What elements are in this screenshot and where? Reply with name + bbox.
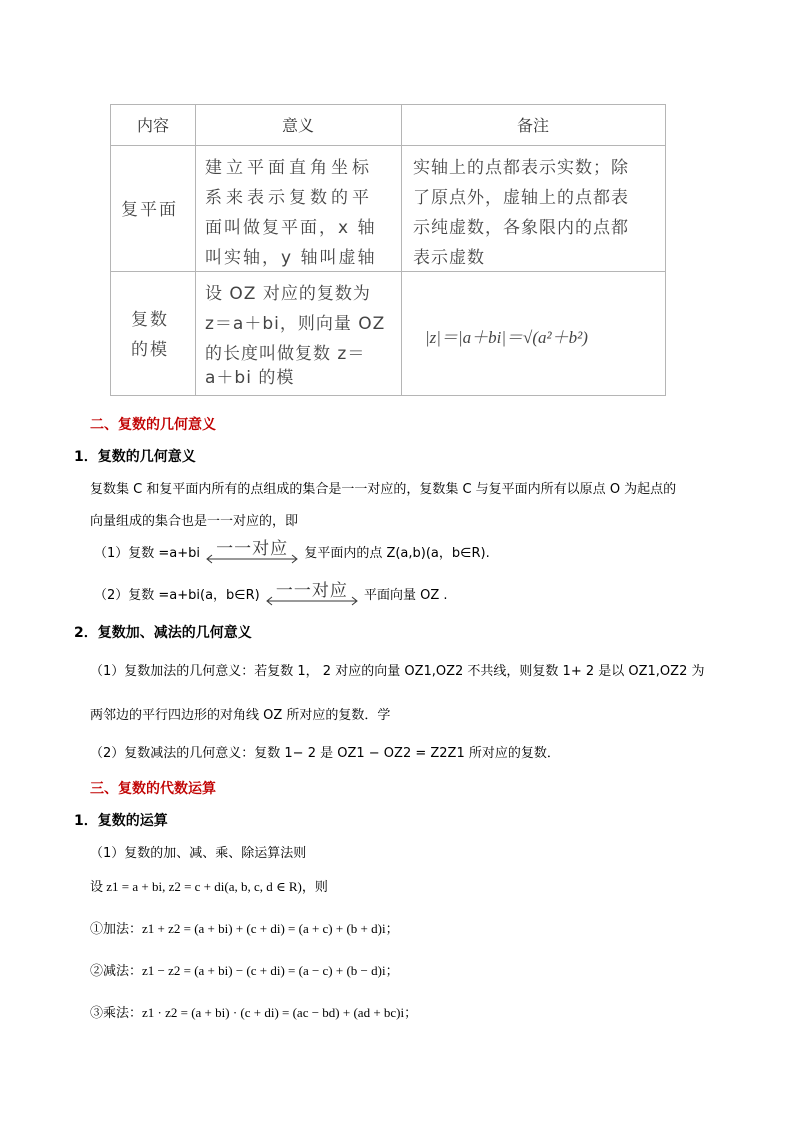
row2-meaning-line: 设 OZ 对应的复数为 <box>205 284 371 304</box>
double-arrow <box>204 538 300 564</box>
row2-meaning-line: a＋bi 的模 <box>205 368 295 388</box>
double-arrow <box>264 580 360 606</box>
section-title: 三、复数的代数运算 <box>90 781 216 797</box>
header-note: 备注 <box>516 116 549 135</box>
arrow-label: 一一对应 <box>216 538 289 559</box>
paragraph: （1）复数加法的几何意义：若复数 1， 2 对应的向量 OZ1,OZ2 不共线，则复数 1+ 2 是以 OZ1,OZ2 为 <box>90 664 705 679</box>
operation-add: ①加法：z1 + z2 = (a + bi) + (c + di) = (a + c) + (b + d)i； <box>90 921 399 936</box>
row1-meaning-line: 面叫做复平面，x 轴 <box>205 218 377 238</box>
row1-note-line: 了原点外，虚轴上的点都表 <box>413 188 629 208</box>
definition-table <box>110 104 666 396</box>
paragraph: 两邻边的平行四边形的对角线 OZ 所对应的复数．学 <box>90 708 391 723</box>
table-divider <box>111 145 665 146</box>
double-arrow-icon <box>204 554 300 564</box>
paragraph: 设 z1 = a + bi, z2 = c + di(a, b, c, d ∈ R)，则 <box>90 879 328 894</box>
mapping-text: 平面向量 OZ . <box>364 588 448 603</box>
mapping-line-2 <box>94 580 448 606</box>
modulus-formula: |z|＝|a＋bi|＝√(a²＋b²) <box>425 328 588 347</box>
subsection-title: 1．复数的运算 <box>74 813 168 829</box>
paragraph: 向量组成的集合也是一一对应的，即 <box>90 514 299 529</box>
row1-note-line: 实轴上的点都表示实数；除 <box>413 158 629 178</box>
subsection-title: 2．复数加、减法的几何意义 <box>74 625 252 641</box>
operation-subtract: ②减法：z1 − z2 = (a + bi) − (c + di) = (a − c) + (b − d)i； <box>90 963 399 978</box>
row1-meaning-line: 系来表示复数的平 <box>205 188 373 208</box>
row1-name: 复平面 <box>121 200 178 220</box>
table-divider <box>195 105 196 395</box>
header-meaning: 意义 <box>281 116 314 135</box>
paragraph: 复数集 C 和复平面内所有的点组成的集合是一一对应的，复数集 C 与复平面内所有以原点 O 为起点的 <box>90 482 677 497</box>
paragraph: （1）复数的加、减、乘、除运算法则 <box>90 846 307 861</box>
row2-name-line: 复数 <box>131 310 169 330</box>
arrow-label: 一一对应 <box>275 580 348 601</box>
row2-meaning-line: z＝a＋bi，则向量 OZ <box>205 314 386 334</box>
header-content: 内容 <box>136 116 169 135</box>
paragraph: （2）复数减法的几何意义：复数 1− 2 是 OZ1 − OZ2 = Z2Z1 所对应的复数． <box>90 746 560 761</box>
operation-multiply: ③乘法：z1 · z2 = (a + bi) · (c + di) = (ac − bd) + (ad + bc)i； <box>90 1005 418 1020</box>
subsection-title: 1．复数的几何意义 <box>74 449 196 465</box>
mapping-line-1 <box>94 538 490 564</box>
mapping-text: 复平面内的点 Z(a,b)(a，b∈R). <box>304 546 490 561</box>
mapping-text: （2）复数 =a+bi(a，b∈R) <box>94 588 260 603</box>
table-divider <box>401 105 402 395</box>
row2-name-line: 的模 <box>131 340 169 360</box>
section-title: 二、复数的几何意义 <box>90 417 216 433</box>
row1-meaning-line: 建立平面直角坐标 <box>205 158 373 178</box>
row2-meaning-line: 的长度叫做复数 z＝ <box>205 344 366 364</box>
double-arrow-icon <box>264 596 360 606</box>
table-divider <box>111 271 665 272</box>
row1-note-line: 表示虚数 <box>413 248 485 268</box>
row1-note-line: 示纯虚数，各象限内的点都 <box>413 218 629 238</box>
mapping-text: （1）复数 =a+bi <box>94 546 201 561</box>
row1-meaning-line: 叫实轴，y 轴叫虚轴 <box>205 248 377 268</box>
